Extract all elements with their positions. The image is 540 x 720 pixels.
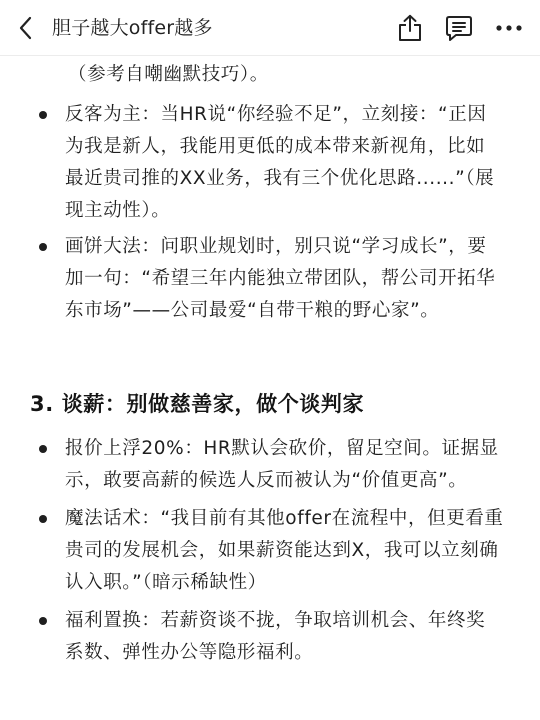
list-item-line: 东市场”——公司最爱“自带干粮的野心家”。 (65, 300, 440, 321)
list-item-line: 认入职。”（暗示稀缺性） (65, 572, 267, 593)
list-item-line: 示，敢要高薪的候选人反而被认为“价值更高”。 (65, 470, 468, 491)
list-item-line: 系数、弹性办公等隐形福利。 (65, 642, 314, 663)
bullet-dot (39, 243, 47, 251)
list-item-line: 画饼大法：问职业规划时，别只说“学习成长”，要 (65, 236, 487, 257)
back-button[interactable] (14, 14, 38, 42)
list-item-line: 现主动性）。 (65, 200, 171, 221)
comment-icon (445, 14, 473, 42)
more-icon (495, 24, 523, 32)
page-title: 胆子越大offer越多 (52, 17, 213, 39)
article-content (0, 56, 540, 720)
chevron-left-icon (19, 16, 33, 40)
comment-button[interactable] (443, 12, 475, 44)
bullet-dot (39, 515, 47, 523)
list-item-line: 魔法话术：“我目前有其他offer在流程中，但更看重 (65, 508, 504, 529)
share-button[interactable] (394, 12, 426, 44)
list-item-line: 为我是新人，我能用更低的成本带来新视角，比如 (65, 136, 486, 157)
list-item-line: 福利置换：若薪资谈不拢，争取培训机会、年终奖 (65, 610, 486, 631)
list-item-line: 贵司的发展机会，如果薪资能达到X，我可以立刻确 (65, 540, 499, 561)
list-item-line: 最近贵司推的XX业务，我有三个优化思路......”（展 (65, 168, 495, 189)
section-heading: 3. 谈薪：别做慈善家，做个谈判家 (30, 392, 365, 416)
share-icon (397, 14, 423, 42)
list-item-line: 加一句：“希望三年内能独立带团队，帮公司开拓华 (65, 268, 496, 289)
more-button[interactable] (493, 12, 525, 44)
bullet-dot (39, 445, 47, 453)
list-item-line: 报价上浮20%：HR默认会砍价，留足空间。证据显 (65, 438, 499, 459)
intro-tail-text: （参考自嘲幽默技巧）。 (68, 64, 269, 85)
list-item-line: 反客为主：当HR说“你经验不足”，立刻接：“正因 (65, 104, 487, 125)
top-nav-bar (0, 0, 540, 56)
bullet-dot (39, 617, 47, 625)
bullet-dot (39, 111, 47, 119)
